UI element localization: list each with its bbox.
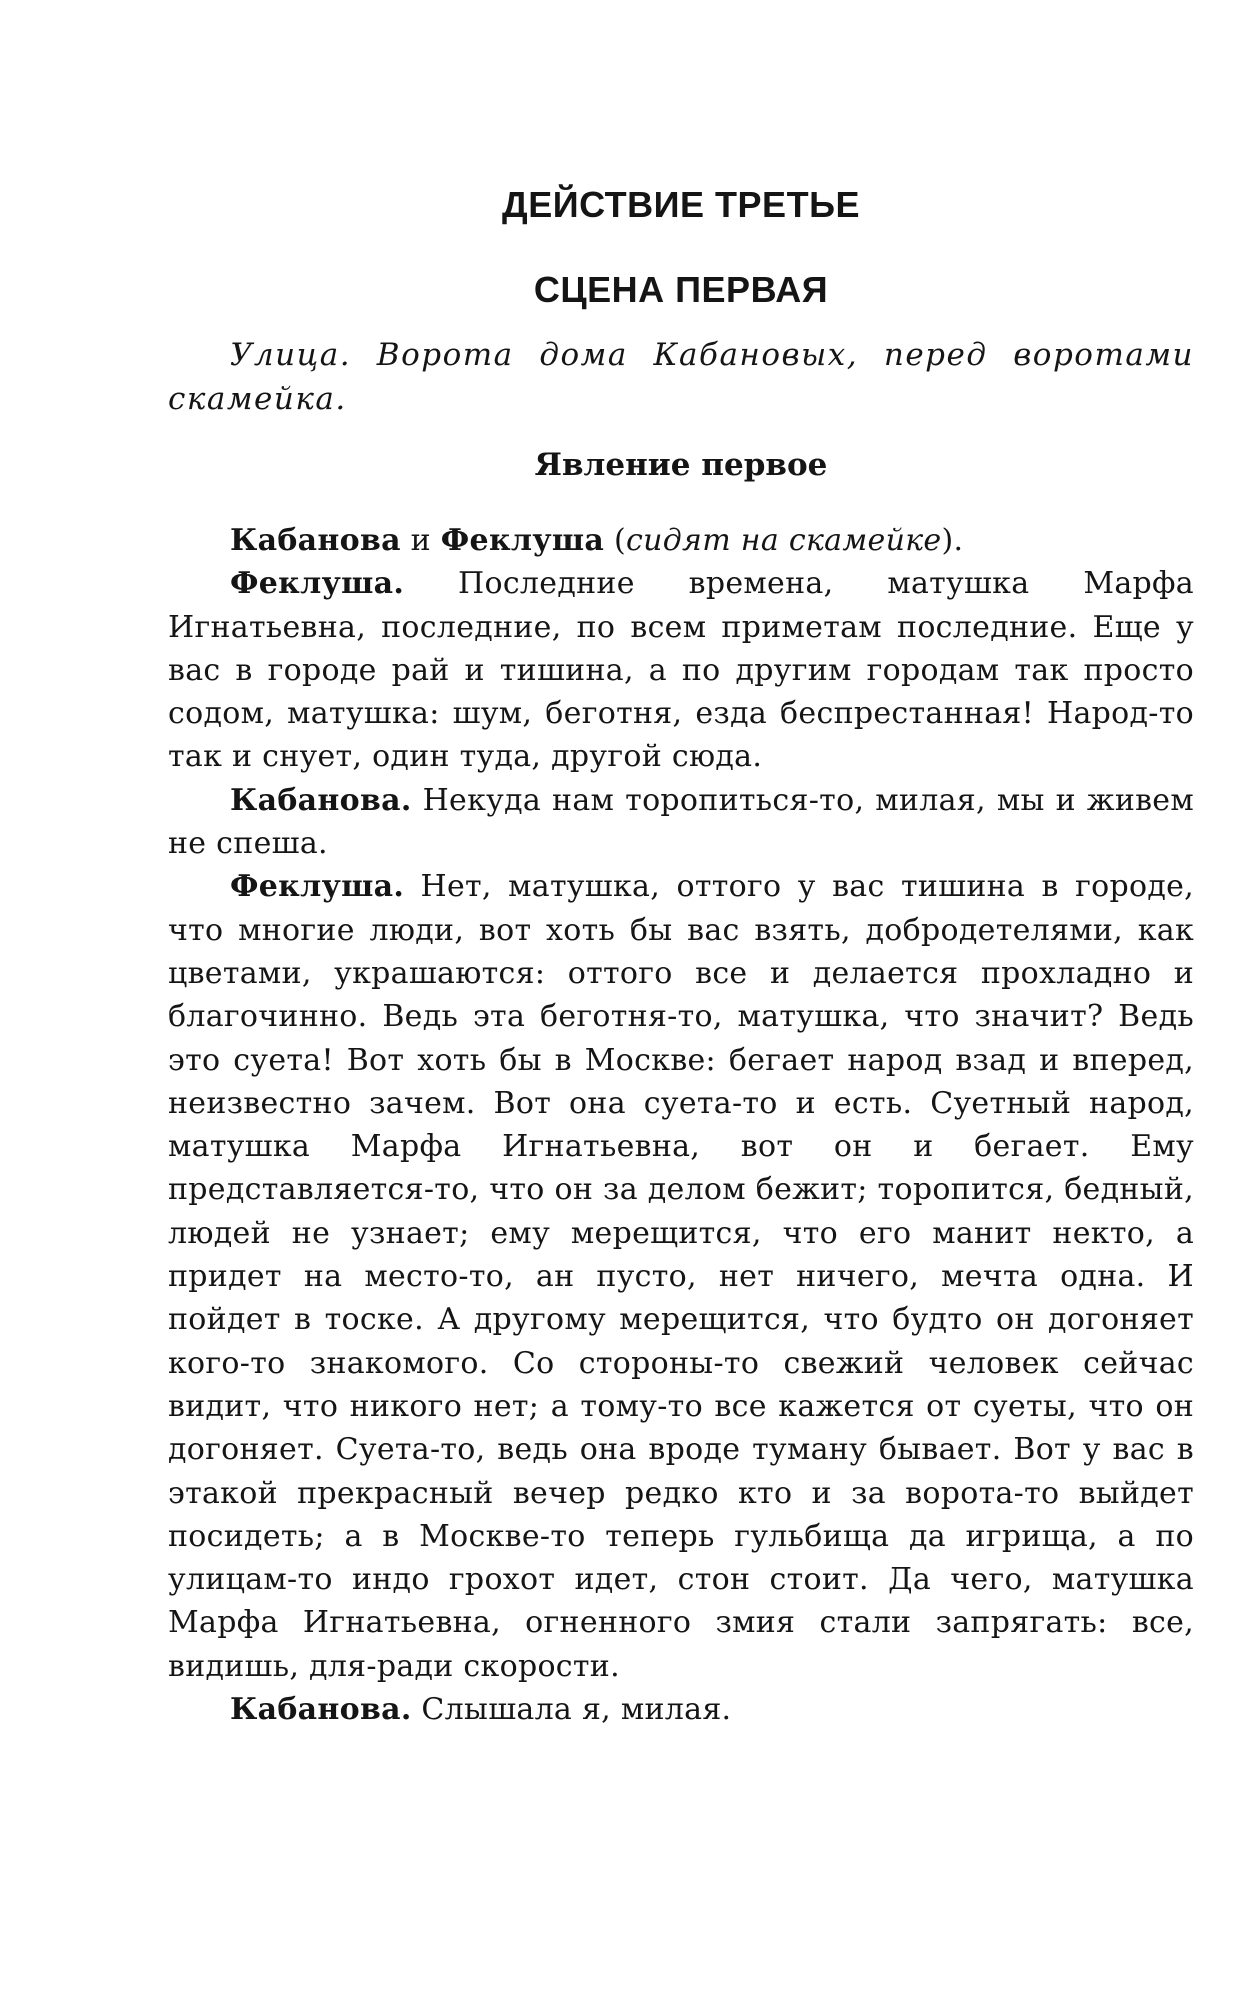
paren-close: ). bbox=[941, 523, 964, 558]
cast-line bbox=[168, 519, 1194, 562]
paren-open: ( bbox=[604, 523, 626, 558]
stage-direction: Улица. Ворота дома Кабановых, перед воротами скамейка. bbox=[168, 337, 1194, 417]
character-name: Кабанова bbox=[230, 523, 401, 558]
speech-text: Нет, матушка, оттого у вас тишина в городе, что многие люди, вот хоть бы вас взять, добродетелями, как цветами, украшаются: оттого все и делается прохладно и благочинно. Ведь эта беготня-то, матушка, что значит? Ведь это суета! Вот хоть бы в Москве: бегает народ взад и вперед, неизвестно зачем. Вот она суета-то и есть. Суетный народ, матушка Марфа Игнатьевна, вот он и бегает. Ему представляется-то, что он за делом бежит; торопится, бедный, людей не узнает; ему мерещится, что его манит некто, а придет на место-то, ан пусто, нет ничего, мечта одна. И пойдет в тоске. А другому мерещится, что будто он догоняет кого-то знакомого. Со стороны-то свежий человек сейчас видит, что никого нет; а тому-то все кажется от суеты, что он догоняет. Суета-то, ведь она вроде туману бывает. Вот у вас в этакой прекрасный вечер редко кто и за ворота-то выйдет посидеть; а в Москве-то теперь гульбища да игрища, а по улицам-то индо грохот идет, стон стоит. Да чего, матушка Марфа Игнатьевна, огненного змия стали запрягать: все, видишь, для-ради скорости. bbox=[168, 869, 1194, 1684]
stage-remark: сидят на скамейке bbox=[626, 523, 942, 558]
speech-text: Некуда нам торопиться-то, милая, мы и живем не спеша. bbox=[168, 782, 1194, 862]
book-page bbox=[168, 170, 1194, 1731]
phenomenon-title: Явление первое bbox=[534, 447, 828, 483]
speech-text: Слышала я, милая. bbox=[411, 1692, 732, 1728]
character-name: Феклуша bbox=[440, 523, 605, 558]
act-title: ДЕЙСТВИЕ ТРЕТЬЕ bbox=[502, 184, 860, 225]
speaker-name: Кабанова. bbox=[230, 782, 412, 818]
dialogue-line bbox=[168, 562, 1194, 778]
dialogue-line bbox=[168, 779, 1194, 866]
scene-title: СЦЕНА ПЕРВАЯ bbox=[533, 269, 829, 310]
dialogue-line bbox=[168, 865, 1194, 1688]
speaker-name: Феклуша. bbox=[230, 566, 405, 602]
speaker-name: Феклуша. bbox=[230, 869, 405, 905]
dialogue-line bbox=[168, 1688, 1194, 1731]
speech-text: Последние времена, матушка Марфа Игнатьевна, последние, по всем приметам последние. Еще у вас в городе рай и тишина, а по другим городам так просто содом, матушка: шум, беготня, езда беспрестанная! Народ-то так и снует, один туда, другой сюда. bbox=[168, 566, 1194, 775]
speaker-name: Кабанова. bbox=[230, 1692, 412, 1728]
conjunction: и bbox=[400, 523, 441, 558]
